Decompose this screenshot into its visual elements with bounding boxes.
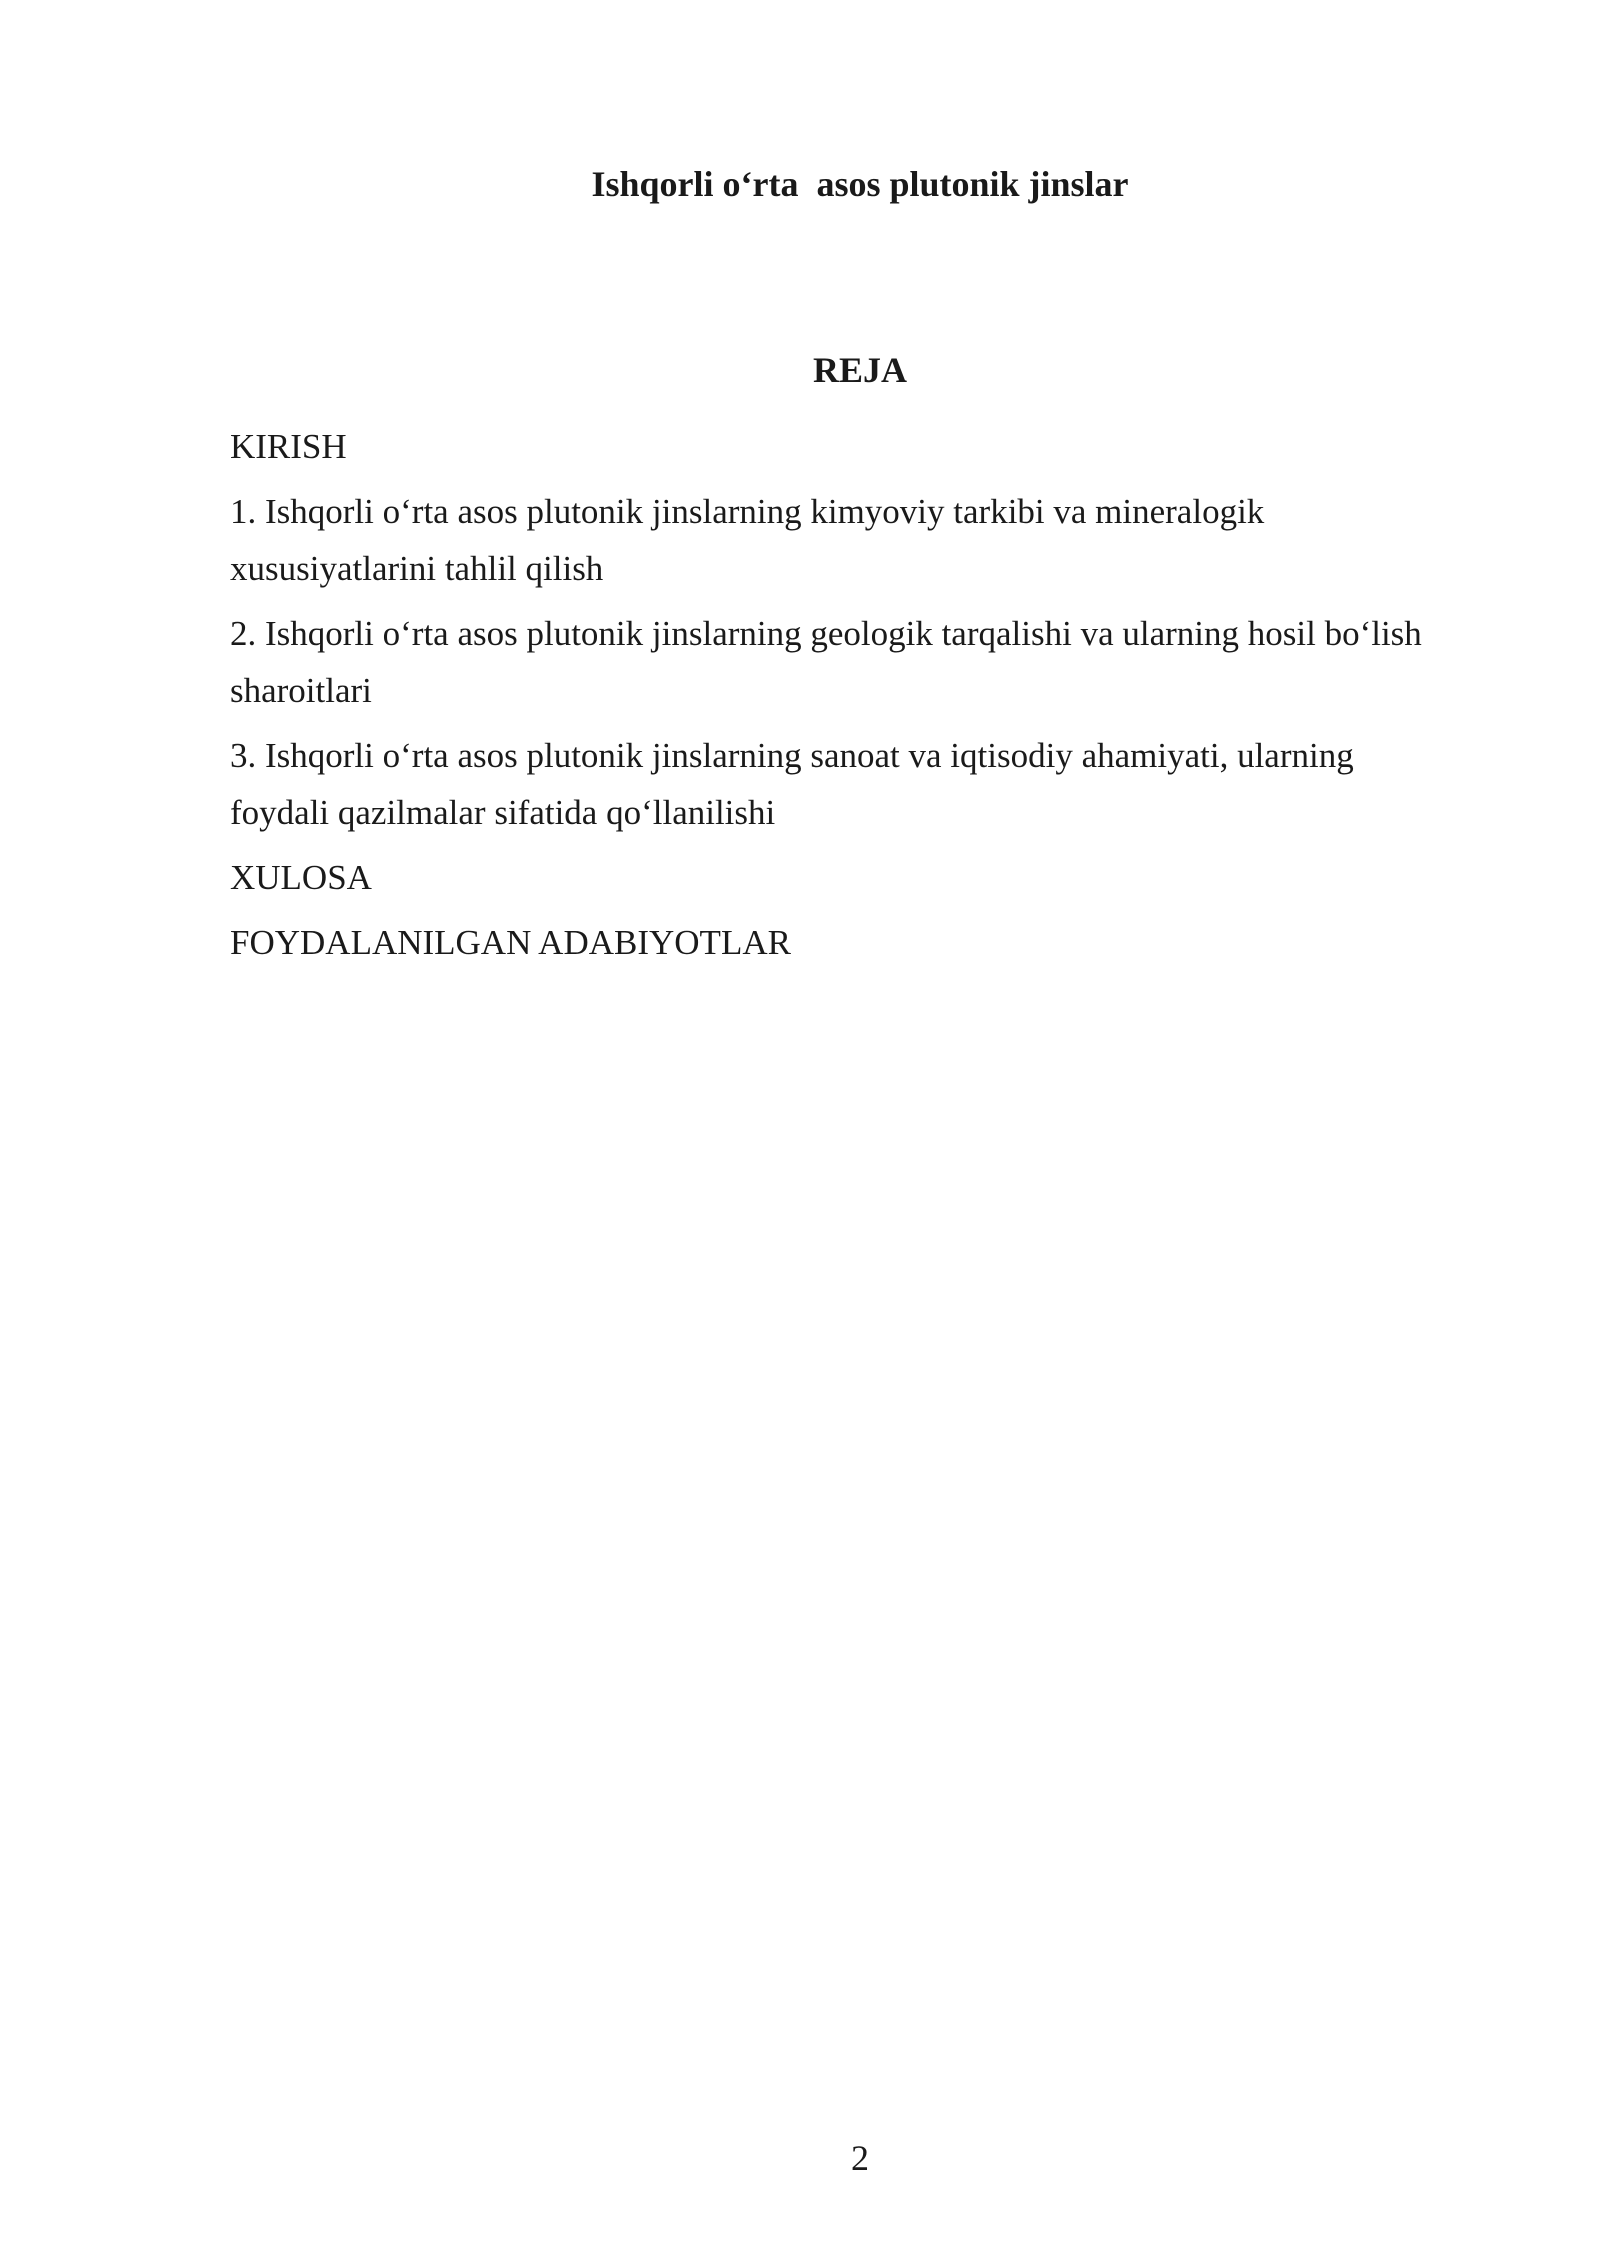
document-title: Ishqorli oʻrta asos plutonik jinslar (591, 164, 1129, 204)
plan-item-2: 2. Ishqorli oʻrta asos plutonik jinslarning geologik tarqalishi va ularning hosil boʻlish sharoitlari (230, 614, 1422, 710)
page-number: 2 (851, 2138, 869, 2178)
plan-list (230, 418, 1450, 979)
plan-item-1: 1. Ishqorli oʻrta asos plutonik jinslarning kimyoviy tarkibi va mineralogik xususiyatlarini tahlil qilish (230, 492, 1265, 588)
plan-item-references: FOYDALANILGAN ADABIYOTLAR (230, 923, 791, 962)
plan-item-introduction: KIRISH (230, 427, 347, 466)
plan-heading: REJA (812, 350, 907, 390)
plan-item-3: 3. Ishqorli oʻrta asos plutonik jinslarning sanoat va iqtisodiy ahamiyati, ularning foydali qazilmalar sifatida qoʻllanilishi (230, 736, 1354, 832)
plan-item-conclusion: XULOSA (230, 858, 372, 897)
